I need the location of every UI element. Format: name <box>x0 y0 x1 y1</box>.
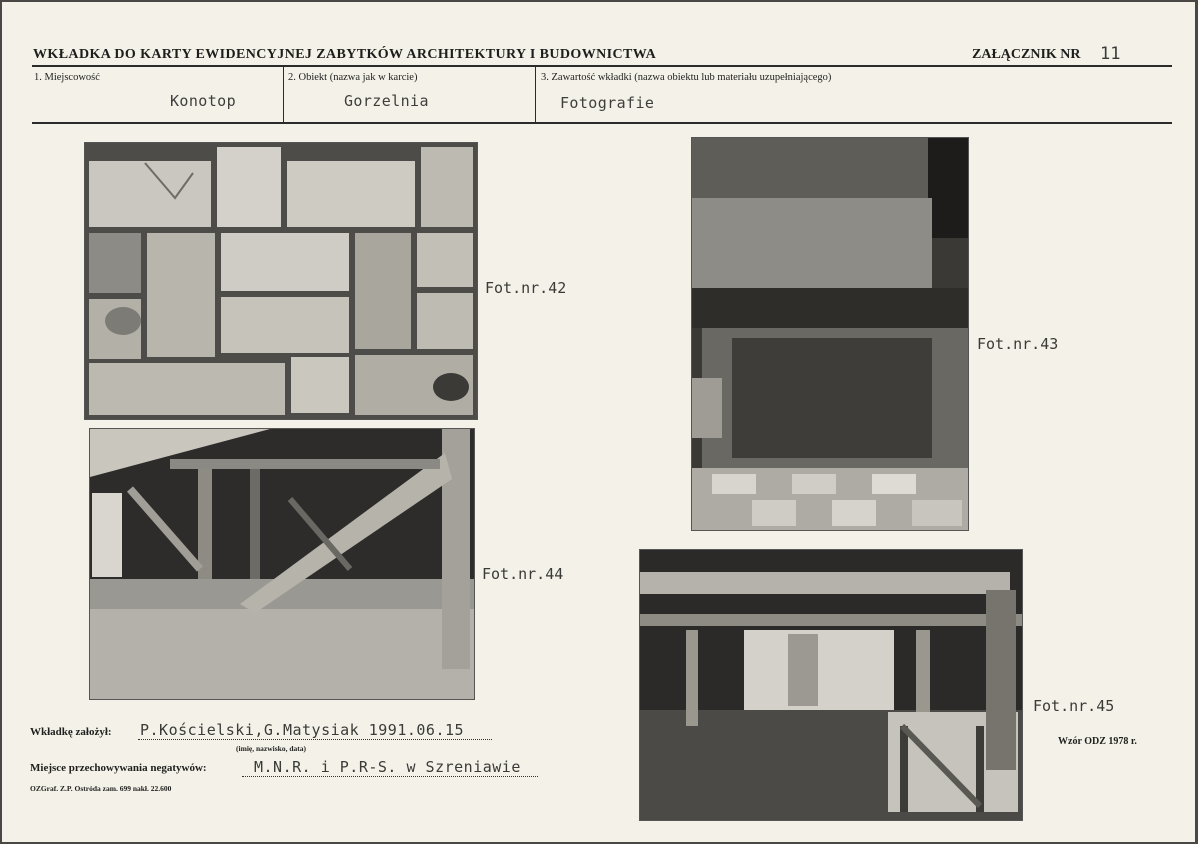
storage-value: M.N.R. i P.R-S. w Szreniawie <box>254 758 521 776</box>
photo-45 <box>639 549 1023 821</box>
founder-value: P.Kościelski,G.Matysiak 1991.06.15 <box>140 721 465 739</box>
founder-dotted-line <box>138 739 492 740</box>
object-value: Gorzelnia <box>344 92 429 110</box>
document-sheet <box>2 2 1195 842</box>
founder-label: Wkładkę założył: <box>30 726 112 738</box>
object-label: 2. Obiekt (nazwa jak w karcie) <box>288 72 418 83</box>
photo-42-image <box>85 143 477 419</box>
photo-44-image <box>90 429 474 699</box>
photo-43 <box>691 137 969 531</box>
annex-number: 11 <box>1100 44 1121 64</box>
photo-44 <box>89 428 475 700</box>
storage-dotted-line <box>242 776 538 777</box>
content-label: 3. Zawartość wkładki (nazwa obiektu lub materiału uzupełniającego) <box>541 72 832 83</box>
model-label: Wzór ODZ 1978 r. <box>1058 736 1137 747</box>
print-info: OZGraf. Z.P. Ostróda zam. 699 nakł. 22.600 <box>30 784 172 793</box>
header-rule <box>32 65 1172 67</box>
field-divider-1 <box>283 67 284 122</box>
fields-rule <box>32 122 1172 124</box>
form-title: WKŁADKA DO KARTY EWIDENCYJNEJ ZABYTKÓW ARCHITEKTURY I BUDOWNICTWA <box>33 47 657 62</box>
locality-value: Konotop <box>170 92 237 110</box>
caption-photo-43: Fot.nr.43 <box>977 335 1059 353</box>
photo-45-image <box>640 550 1022 820</box>
photo-42 <box>84 142 478 420</box>
photo-43-image <box>692 138 968 530</box>
content-value: Fotografie <box>560 94 655 112</box>
founder-hint: (imię, nazwisko, data) <box>236 744 306 753</box>
caption-photo-44: Fot.nr.44 <box>482 565 564 583</box>
caption-photo-42: Fot.nr.42 <box>485 279 567 297</box>
field-divider-2 <box>535 67 536 122</box>
locality-label: 1. Miejscowość <box>34 72 100 83</box>
storage-label: Miejsce przechowywania negatywów: <box>30 762 207 774</box>
annex-label: ZAŁĄCZNIK NR <box>972 47 1081 62</box>
caption-photo-45: Fot.nr.45 <box>1033 697 1115 715</box>
